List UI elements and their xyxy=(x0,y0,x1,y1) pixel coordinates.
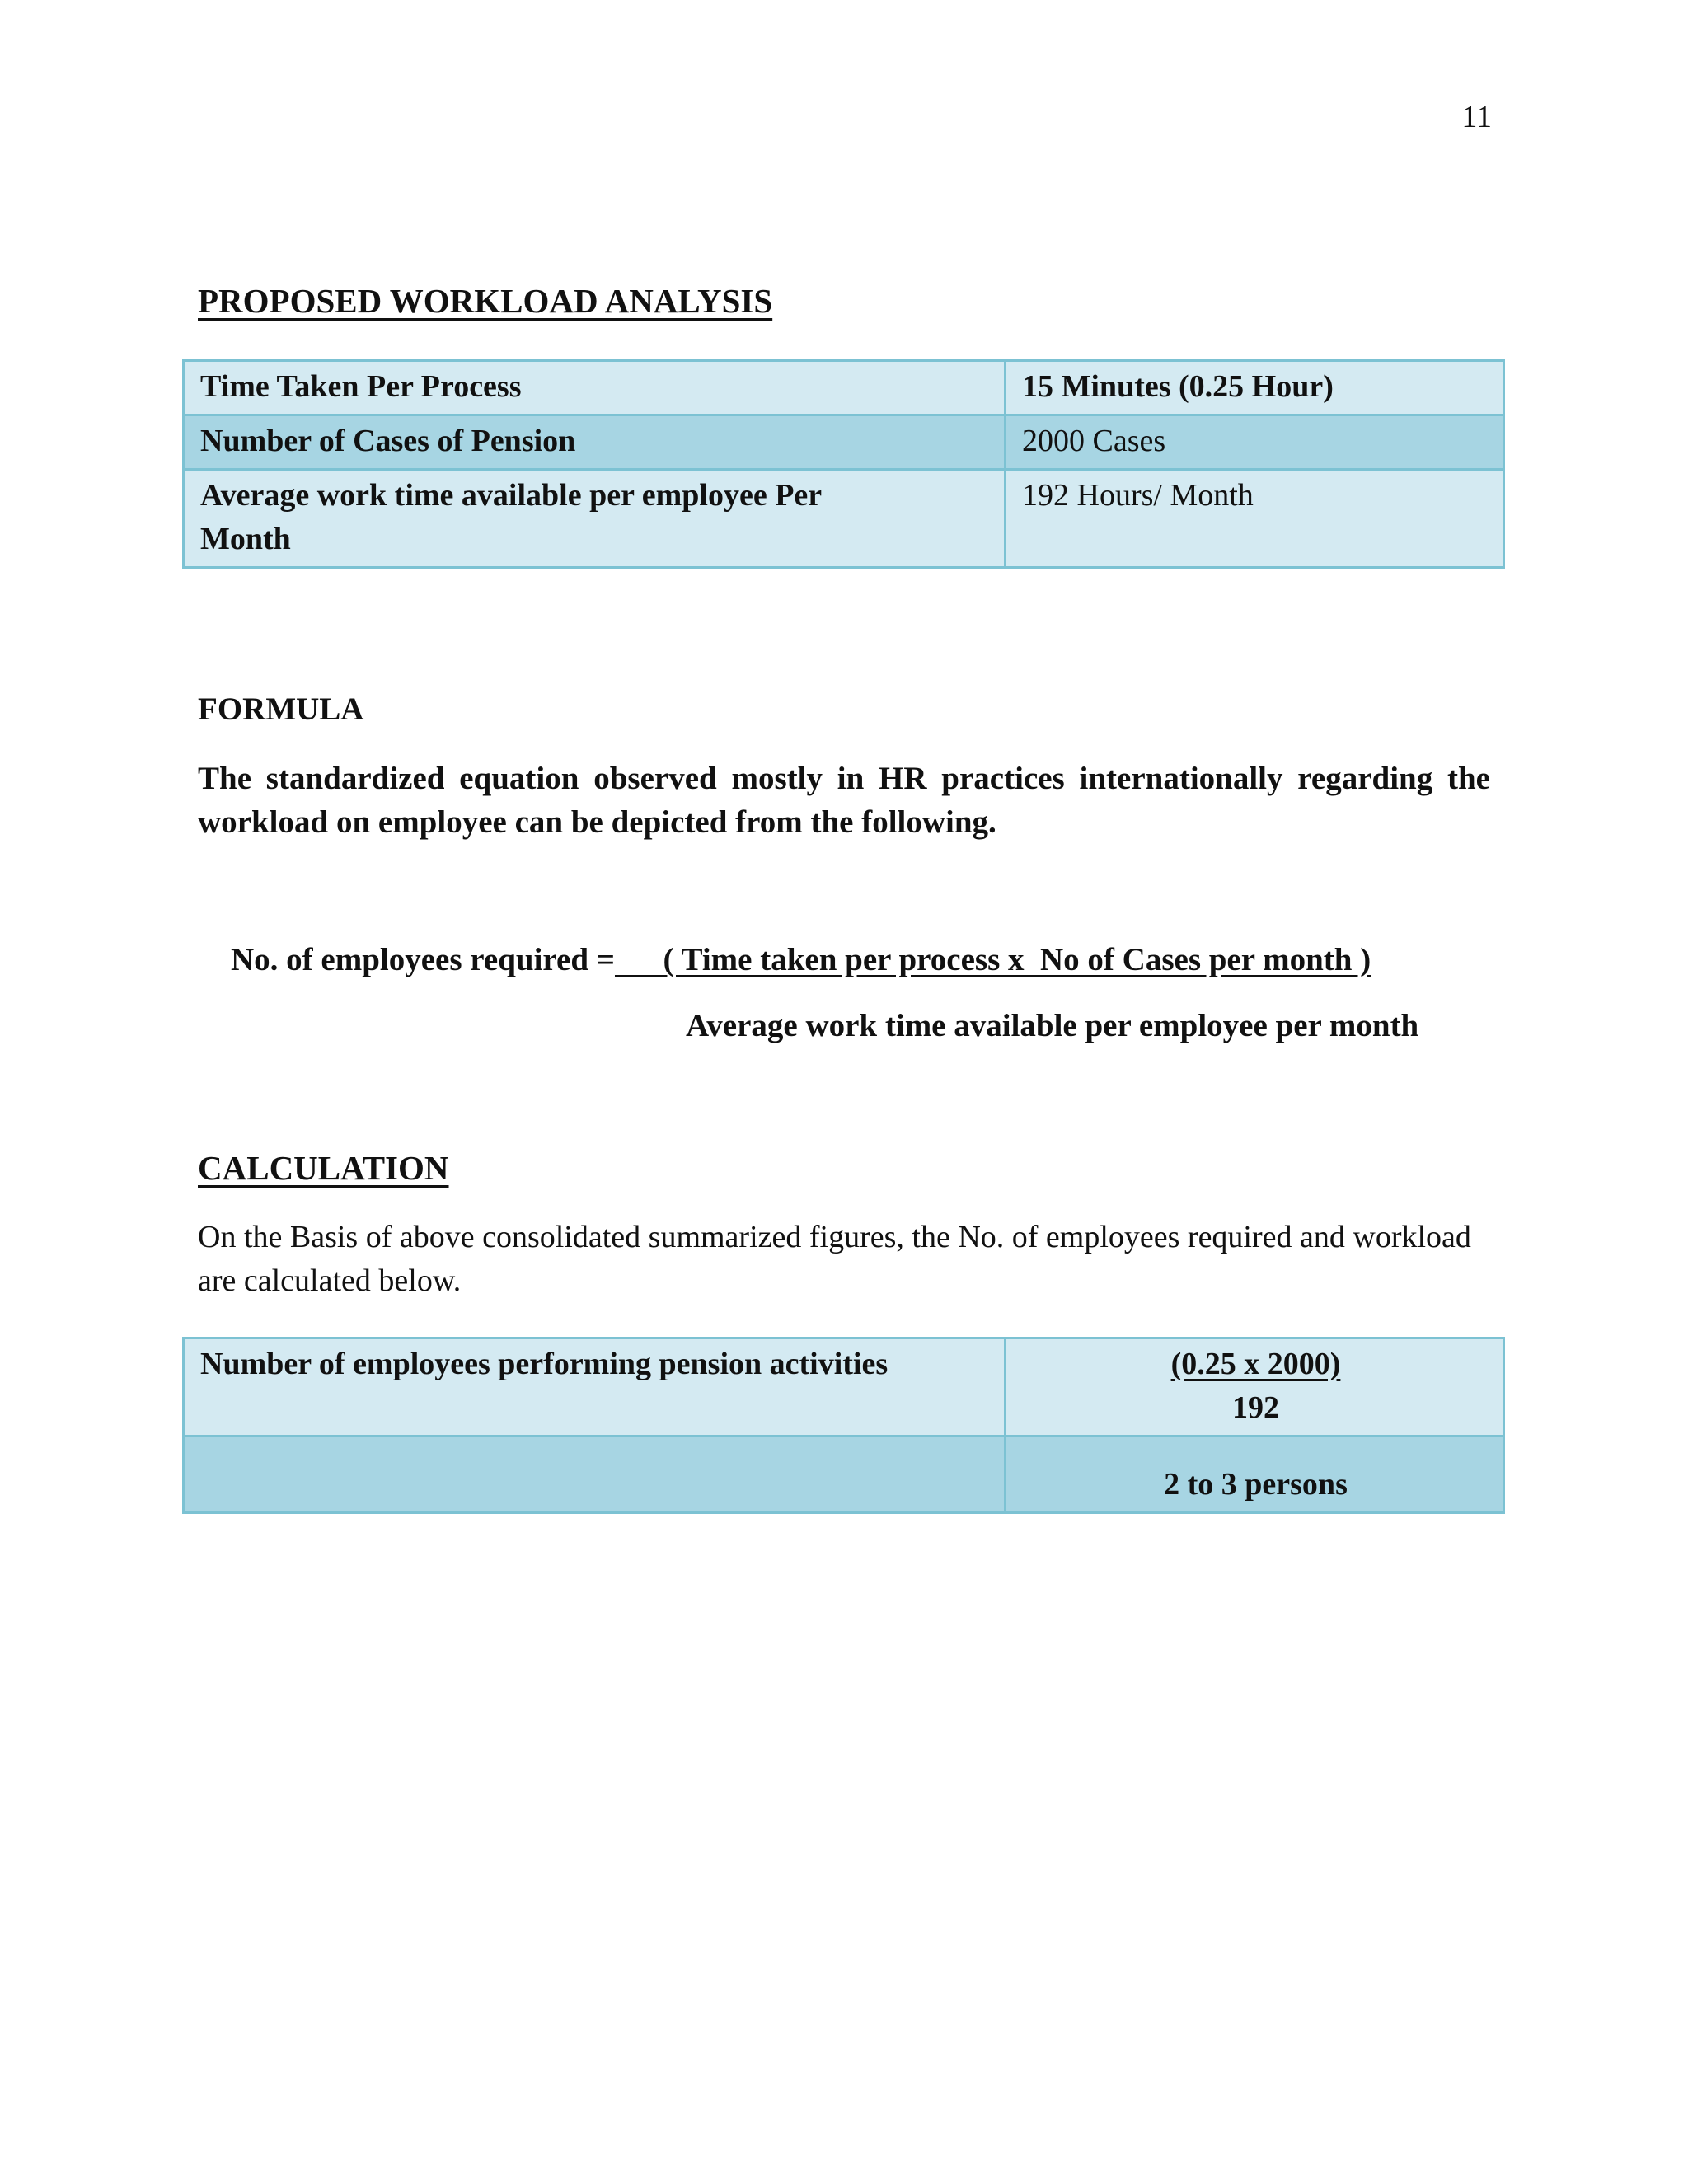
table-row xyxy=(184,361,1504,415)
table-row xyxy=(184,470,1504,568)
formula-denominator: Average work time available per employee per month xyxy=(686,1008,1419,1043)
calc-result: 2 to 3 persons xyxy=(1006,1436,1504,1513)
row-label-time: Time Taken Per Process xyxy=(184,361,1006,415)
row-value-avg-time: 192 Hours/ Month xyxy=(1006,470,1504,568)
calc-denominator: 192 xyxy=(1232,1390,1279,1425)
row-label-cases: Number of Cases of Pension xyxy=(184,415,1006,470)
formula-lhs: No. of employees required = xyxy=(231,942,615,977)
formula-description: The standardized equation observed mostly in HR practices internationally regarding the workload on employee can be depicted from the following. xyxy=(198,761,1490,840)
table-row xyxy=(184,1436,1504,1513)
row-value-time: 15 Minutes (0.25 Hour) xyxy=(1006,361,1504,415)
workload-heading: PROPOSED WORKLOAD ANALYSIS xyxy=(198,282,773,320)
calc-row-label: Number of employees performing pension activities xyxy=(184,1338,1006,1436)
formula-heading: FORMULA xyxy=(198,691,364,727)
row-value-cases: 2000 Cases xyxy=(1006,415,1504,470)
calc-fraction xyxy=(1006,1338,1504,1436)
table-row xyxy=(184,415,1504,470)
row-label-avg-time: Average work time available per employee Per Month xyxy=(184,470,1006,568)
workload-table xyxy=(182,359,1505,569)
calculation-heading: CALCULATION xyxy=(198,1149,449,1187)
formula-numerator: ( Time taken per process x No of Cases per month ) xyxy=(614,942,1372,977)
formula-equation xyxy=(231,940,1371,981)
calculation-description: On the Basis of above consolidated summarized figures, the No. of employees required and workload are calculated below. xyxy=(198,1220,1471,1298)
table-row xyxy=(184,1338,1504,1436)
calc-numerator: (0.25 x 2000) xyxy=(1170,1347,1341,1381)
calc-empty-cell xyxy=(184,1436,1006,1513)
calculation-table xyxy=(182,1337,1505,1514)
page-number: 11 xyxy=(1461,100,1492,134)
